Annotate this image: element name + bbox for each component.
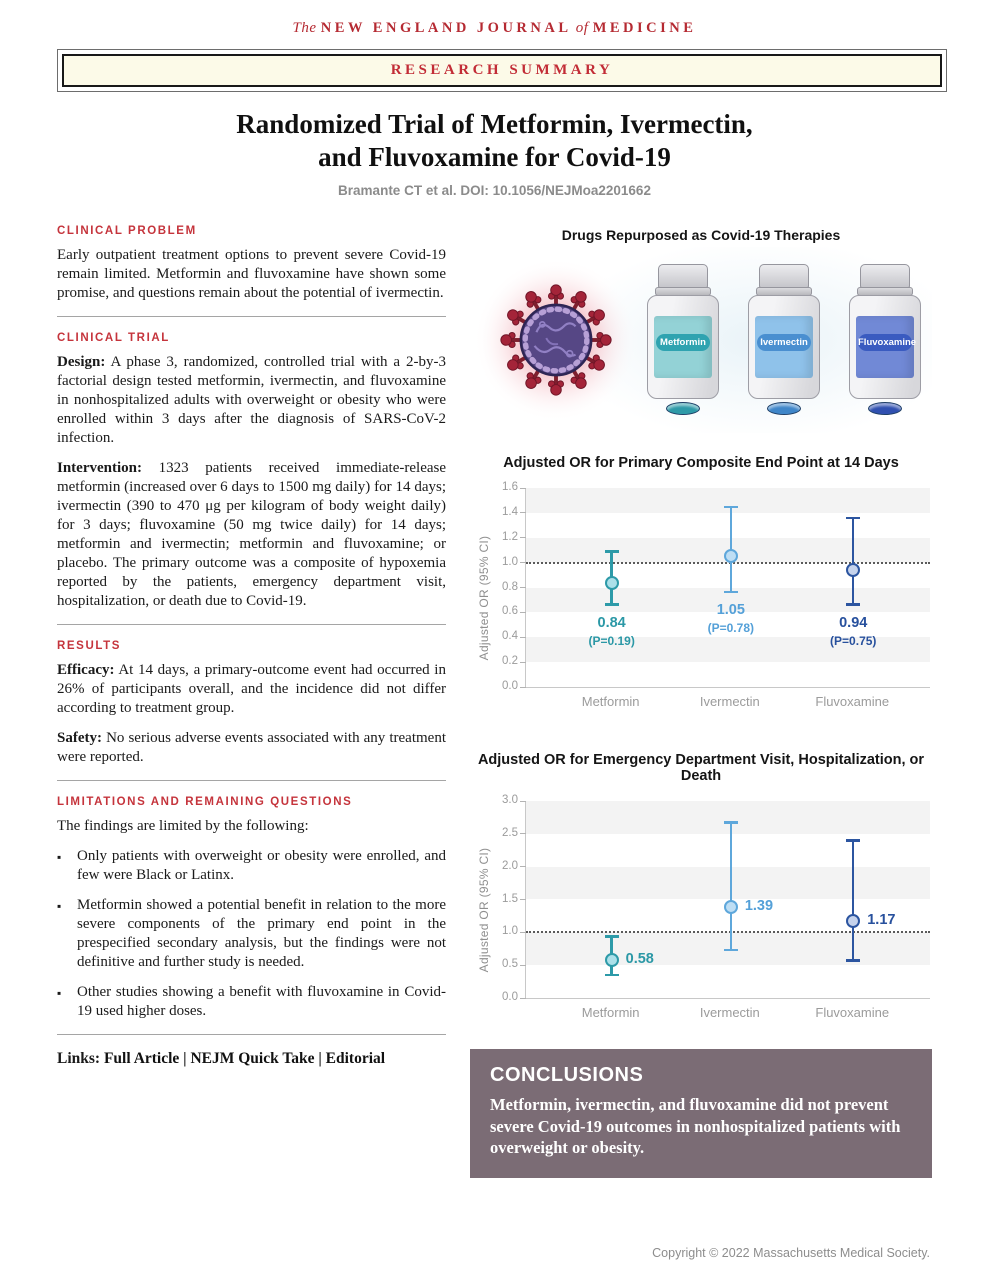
x-axis-labels — [525, 999, 930, 1023]
y-tick-label: 2.0 — [502, 859, 518, 872]
limitation-text-2: Metformin showed a potential benefit in relation to the more severe components of the primary end point in the prespecified secondary analysis, but the findings were not definitive and further study is needed. — [77, 897, 446, 970]
copyright-notice: Copyright © 2022 Massachusetts Medical Society. — [652, 1246, 930, 1260]
bottle-cap — [759, 264, 809, 288]
y-tick-mark — [520, 801, 526, 802]
masthead-the: The — [292, 20, 317, 36]
data-point-marker — [605, 576, 619, 590]
y-axis-label: Adjusted OR (95% CI) — [477, 535, 491, 661]
error-bar-cap — [846, 839, 860, 842]
data-point-marker — [846, 914, 860, 928]
bottle-label-ivermectin: Ivermectin — [757, 334, 811, 351]
efficacy-label: Efficacy: — [57, 662, 115, 678]
coronavirus-icon — [470, 254, 642, 426]
bottle-label-fluvoxamine: Fluvoxamine — [858, 334, 912, 351]
link-separator: | — [318, 1050, 322, 1067]
error-bar-cap — [724, 506, 738, 509]
y-tick-mark — [520, 512, 526, 513]
pill-icon — [868, 402, 902, 415]
y-tick-mark — [520, 833, 526, 834]
bottle-label-metformin: Metformin — [656, 334, 710, 351]
y-tick-mark — [520, 587, 526, 588]
pill-icon — [767, 402, 801, 415]
pill-icon — [666, 402, 700, 415]
value-label: 0.58 — [625, 950, 654, 967]
section-heading-clinical-trial: CLINICAL TRIAL — [57, 332, 170, 344]
y-tick-label: 2.5 — [502, 826, 518, 839]
section-heading-results: RESULTS — [57, 640, 122, 652]
error-bar-cap — [846, 517, 860, 520]
intervention-label: Intervention: — [57, 460, 142, 476]
y-tick-label: 0.0 — [502, 991, 518, 1003]
y-axis-label: Adjusted OR (95% CI) — [477, 847, 491, 973]
error-bar-cap — [724, 821, 738, 824]
figure-title: Drugs Repurposed as Covid-19 Therapies — [561, 227, 841, 243]
design-label: Design: — [57, 354, 106, 370]
y-tick-mark — [520, 899, 526, 900]
error-bar — [852, 518, 855, 605]
link-editorial[interactable]: Editorial — [325, 1050, 386, 1067]
y-tick-label: 1.0 — [502, 925, 518, 938]
banner-label: RESEARCH SUMMARY — [390, 62, 614, 78]
y-tick-label: 0.0 — [502, 680, 518, 692]
limitation-text-1: Only patients with overweight or obesity were enrolled, and few were Black or Latinx. — [77, 848, 446, 883]
chart-title: Adjusted OR for Primary Composite End Point at 14 Days — [503, 455, 899, 471]
y-tick-mark — [520, 488, 526, 489]
design-text: A phase 3, randomized, controlled trial with a 2-by-3 factorial design tested metformin, ivermectin, and fluvoxamine in nonhospitalized adults with overweight or obesity who were enrolled within 3 days after the diagnosis of SARS-CoV-2 infection. — [57, 354, 446, 446]
section-divider — [57, 316, 446, 317]
link-quick-take[interactable]: NEJM Quick Take — [190, 1050, 315, 1067]
article-title-line1: Randomized Trial of Metformin, Ivermectin, — [236, 109, 753, 139]
data-point-marker — [724, 900, 738, 914]
section-heading-limitations: LIMITATIONS AND REMAINING QUESTIONS — [57, 796, 353, 808]
p-value-label: (P=0.19) — [588, 633, 635, 648]
limitation-text-3: Other studies showing a benefit with fluvoxamine in Covid-19 used higher doses. — [77, 984, 446, 1019]
article-byline: Bramante CT et al. DOI: 10.1056/NEJMoa2201662 — [338, 183, 651, 198]
plot-area — [502, 481, 930, 692]
error-bar-cap — [605, 550, 619, 553]
article-title — [0, 108, 989, 174]
reference-line — [526, 931, 930, 933]
banner-frame — [62, 54, 942, 87]
link-full-article[interactable]: Full Article — [103, 1050, 180, 1067]
category-label: Metformin — [581, 694, 640, 709]
value-label: 0.84 — [597, 614, 626, 631]
y-tick-mark — [520, 662, 526, 663]
data-point-marker — [846, 563, 860, 577]
article-title-line2: and Fluvoxamine for Covid-19 — [318, 142, 671, 172]
y-tick-mark — [520, 965, 526, 966]
y-tick-mark — [520, 637, 526, 638]
y-tick-label: 0.2 — [502, 655, 518, 668]
conclusions-text: Metformin, ivermectin, and fluvoxamine did not prevent severe Covid-19 outcomes in nonhospitalized patients with overweight or obesity. — [490, 1095, 901, 1157]
plot-wrap — [477, 794, 930, 1023]
bullet-marker — [57, 983, 77, 1021]
chart-primary-composite-endpoint — [470, 455, 932, 712]
bottle-cap — [860, 264, 910, 288]
conclusions-box — [470, 1049, 932, 1178]
drug-illustration-panel — [470, 225, 932, 433]
error-bar-cap — [605, 603, 619, 606]
error-bar — [730, 822, 733, 950]
value-label: 1.39 — [744, 897, 774, 914]
links-row — [57, 1050, 446, 1068]
plot-wrap — [477, 481, 930, 712]
figure-column — [470, 225, 932, 1178]
bottle-body — [647, 295, 719, 399]
section-divider — [57, 780, 446, 781]
error-bar-cap — [846, 603, 860, 606]
category-label: Fluvoxamine — [815, 694, 890, 709]
limitations-intro: The findings are limited by the following: — [57, 818, 309, 834]
virus-glow — [470, 254, 642, 426]
y-tick-label: 3.0 — [502, 794, 518, 806]
two-column-layout — [0, 225, 989, 1178]
pill-bottles — [642, 260, 932, 420]
safety-label: Safety: — [57, 730, 102, 746]
data-point-marker — [605, 953, 619, 967]
grid-stripe — [526, 488, 930, 513]
pill-bottle-ivermectin — [745, 260, 823, 420]
y-tick-mark — [520, 537, 526, 538]
efficacy-paragraph — [57, 661, 446, 718]
safety-text: No serious adverse events associated with any treatment were reported. — [57, 730, 447, 765]
intervention-text: 1323 patients received immediate-release metformin (increased over 6 days to 1500 mg daily) for 14 days; ivermectin (390 to 470 μg per kilogram of body weight daily) for 3 days; fluvoxamine (50 mg twice daily) for 14 days; metformin and ivermectin; metformin and fluvoxamine; or placebo. The primary outcome was a composite of hypoxemia reported by the patients, emergency department visit, hospitalization, or death due to Covid-19. — [57, 460, 446, 609]
limitation-bullet-2 — [57, 896, 446, 972]
category-label: Ivermectin — [699, 1005, 760, 1020]
bottle-cap — [658, 264, 708, 288]
y-tick-label: 1.2 — [502, 530, 518, 543]
p-value-label: (P=0.78) — [707, 621, 754, 636]
pill-bottle-fluvoxamine — [846, 260, 924, 420]
bottle-label-band — [755, 316, 813, 378]
clinical-problem-text: Early outpatient treatment options to prevent severe Covid-19 remain limited. Metformin and fluvoxamine have shown some promise, and questions remain about the potential of ivermectin. — [57, 247, 446, 301]
y-tick-label: 1.6 — [502, 481, 518, 493]
masthead-title-2: MEDICINE — [592, 20, 697, 36]
links-label: Links: — [57, 1050, 101, 1067]
y-tick-mark — [520, 866, 526, 867]
section-divider — [57, 1034, 446, 1035]
value-label: 0.94 — [839, 614, 868, 631]
grid-stripe — [526, 801, 930, 834]
y-tick-mark — [520, 612, 526, 613]
y-tick-label: 0.8 — [502, 580, 518, 593]
error-bar-cap — [724, 591, 738, 594]
section-heading-clinical-problem: CLINICAL PROBLEM — [57, 225, 197, 237]
bottle-label-band — [654, 316, 712, 378]
category-label: Metformin — [581, 1005, 640, 1020]
chart-ed-visit-hosp-death — [470, 752, 932, 1023]
safety-paragraph — [57, 729, 446, 767]
grid-stripe — [526, 867, 930, 900]
y-tick-label: 0.6 — [502, 605, 518, 618]
plot-area — [502, 794, 930, 1003]
intervention-paragraph — [57, 459, 446, 611]
conclusions-heading: CONCLUSIONS — [490, 1064, 644, 1086]
y-tick-label: 1.5 — [502, 892, 518, 905]
design-paragraph — [57, 353, 446, 448]
research-summary-banner — [57, 49, 947, 92]
x-axis-labels — [525, 688, 930, 712]
error-bar-cap — [724, 949, 738, 952]
bullet-marker — [57, 896, 77, 972]
link-separator: | — [183, 1050, 187, 1067]
y-tick-label: 0.4 — [502, 630, 518, 643]
value-label: 1.05 — [716, 602, 745, 619]
error-bar-cap — [846, 959, 860, 962]
masthead-of: of — [575, 20, 589, 36]
error-bar — [852, 840, 855, 960]
masthead-title-1: NEW ENGLAND JOURNAL — [320, 20, 572, 36]
y-tick-label: 0.5 — [502, 958, 518, 971]
y-tick-label: 1.0 — [502, 555, 518, 568]
category-label: Fluvoxamine — [815, 1005, 890, 1020]
bottle-body — [748, 295, 820, 399]
value-label: 1.17 — [867, 912, 896, 929]
limitation-bullet-1 — [57, 847, 446, 885]
bottle-body — [849, 295, 921, 399]
y-tick-label: 1.4 — [502, 505, 518, 518]
figure-artwork — [470, 247, 932, 433]
p-value-label: (P=0.75) — [830, 633, 877, 648]
error-bar-cap — [605, 935, 619, 938]
error-bar-cap — [605, 974, 619, 977]
pill-bottle-metformin — [644, 260, 722, 420]
efficacy-text: At 14 days, a primary-outcome event had occurred in 26% of participants overall, and the incidence did not differ according to treatment group. — [57, 662, 446, 716]
category-label: Ivermectin — [699, 694, 760, 709]
journal-masthead — [0, 0, 989, 37]
chart-title: Adjusted OR for Emergency Department Visit, Hospitalization, or Death — [477, 752, 925, 784]
section-divider — [57, 624, 446, 625]
bottle-label-band — [856, 316, 917, 378]
bullet-marker — [57, 847, 77, 885]
limitation-bullet-3 — [57, 983, 446, 1021]
text-column — [57, 225, 446, 1178]
